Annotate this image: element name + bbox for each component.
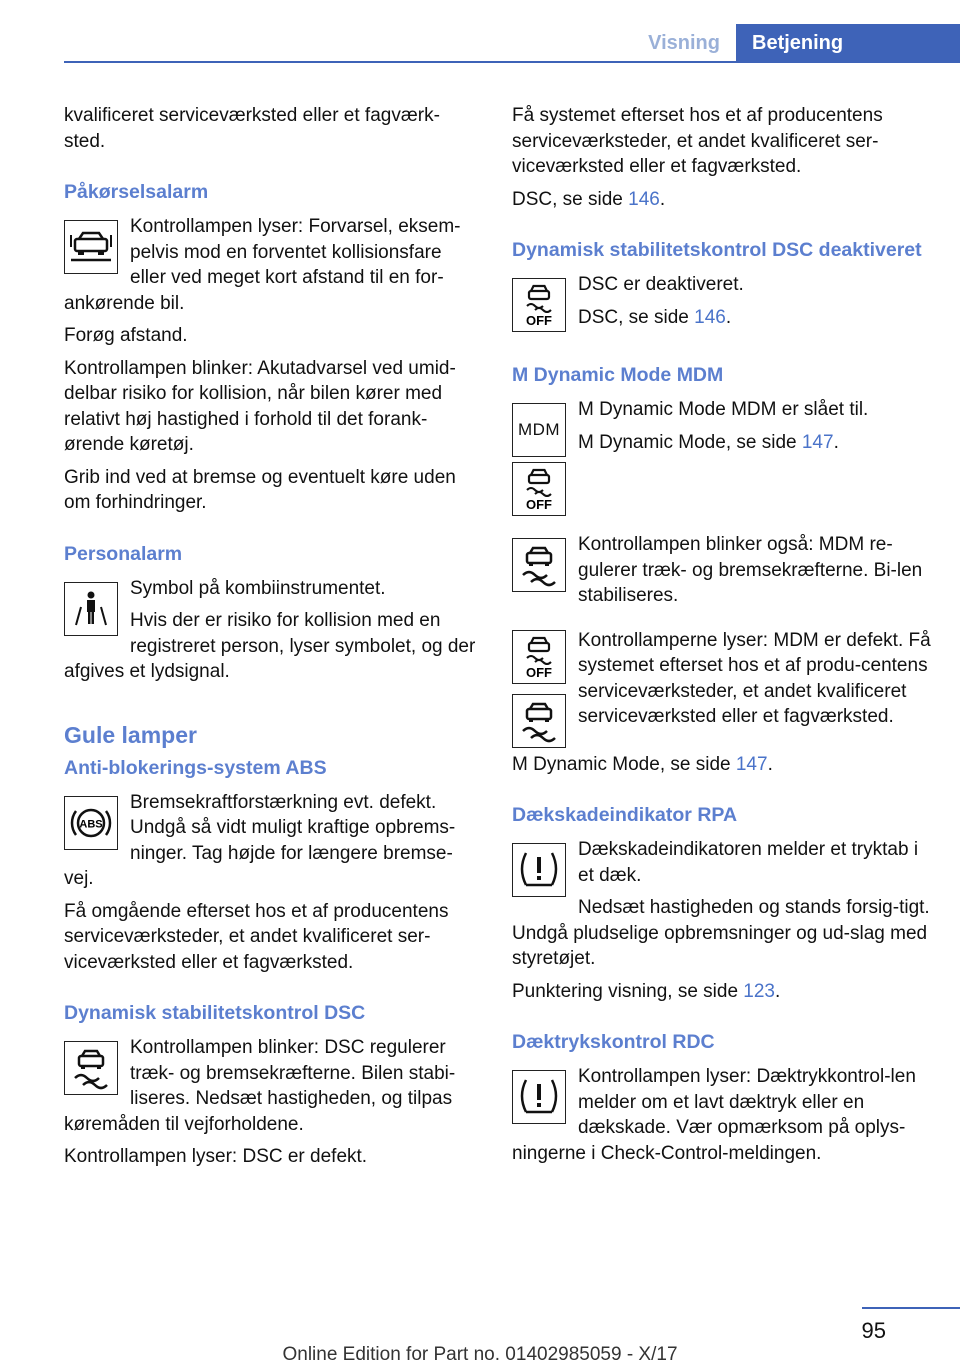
rpa-reference: Punktering visning, se side 123.	[512, 980, 781, 1002]
page-link-147b[interactable]: 147	[735, 753, 768, 775]
rdc-block	[512, 1064, 932, 1173]
tab-betjening[interactable]: Betjening	[736, 24, 960, 62]
mdm-defect-icons	[512, 628, 578, 750]
abs-block	[64, 790, 480, 899]
svg-text:ABS: ABS	[79, 818, 103, 830]
service-text: Få systemet efterset hos et af producentens serviceværksteder, et andet kvalificeret ser-viceværksted eller et fagværksted.	[512, 105, 883, 177]
abs-service-text: Få omgående efterset hos et af producentens serviceværksteder, et andet kvalificeret ser-viceværksted eller et fagværksted.	[64, 900, 449, 973]
page-number-rule	[862, 1307, 960, 1309]
dsc-off-block	[512, 272, 932, 337]
mdm-defect-text: Kontrollamperne lyser: MDM er defekt. Få systemet efterset hos et af produ-centens serviceværksteder, et andet kvalificeret serviceværksted eller et fagværksted.	[578, 629, 931, 727]
collision-action-text: Grib ind ved at bremse og eventuelt køre uden om forhindringer.	[64, 466, 456, 513]
footer-edition: Online Edition for Part no. 01402985059 - X/17	[282, 1344, 678, 1365]
page-link-146b[interactable]: 146	[694, 306, 726, 328]
tab-visning[interactable]: Visning	[632, 24, 736, 62]
section-title-rdc: Dæktrykskontrol RDC	[512, 1031, 715, 1053]
mdm-defect-block	[512, 628, 932, 750]
left-column	[64, 103, 480, 1177]
dsc-block	[64, 1035, 480, 1144]
section-title-dsc-off: Dynamisk stabilitetskontrol DSC deaktiveret	[512, 239, 922, 261]
mdm-on-text: M Dynamic Mode MDM er slået til.	[578, 399, 869, 420]
page-link-123[interactable]: 123	[743, 980, 775, 1002]
collision-warning-text: Kontrollampen lyser: Forvarsel, eksem-pelvis mod en forventet kollisionsfare eller ved meget kort afstand til en for-ankørende bil.	[64, 216, 461, 314]
section-title-dsc: Dynamisk stabilitetskontrol DSC	[64, 1002, 366, 1024]
svg-text:OFF: OFF	[526, 313, 552, 328]
mdm-block	[512, 397, 932, 462]
section-title-person-warning: Personalarm	[64, 542, 183, 565]
intro-text: kvalificeret serviceværksted eller et fagværk-sted.	[64, 105, 440, 152]
mdm-flash-text: Kontrollampen blinker også: MDM re-gulerer træk- og bremsekræfterne. Bi-len stabiliseres.	[578, 534, 923, 606]
page-link-147[interactable]: 147	[801, 431, 834, 453]
svg-text:OFF: OFF	[526, 664, 552, 680]
mdm-flash-block	[512, 532, 932, 616]
person-warning-text: Hvis der er risiko for kollision med en registreret person, lyser symbolet, og der afgives et lydsignal.	[64, 610, 476, 682]
mdm-dsc-off-block	[512, 462, 932, 518]
car-front-warning-icon	[64, 220, 118, 274]
mdm-icon: MDM	[512, 403, 566, 457]
right-column	[512, 103, 932, 1173]
person-warning-block	[64, 576, 480, 692]
dsc-icon-2	[512, 538, 566, 592]
section-title-collision-warning: Påkørselsalarm	[64, 181, 209, 203]
section-title-abs: Anti-blokerings-system ABS	[64, 756, 327, 779]
mdm-reference: M Dynamic Mode, se side 147.	[578, 431, 839, 453]
section-title-mdm: M Dynamic Mode MDM	[512, 364, 724, 386]
dsc-off-text: DSC er deaktiveret.	[578, 274, 744, 295]
collision-advice: Forøg afstand.	[64, 325, 188, 346]
dsc-icon	[64, 1041, 118, 1095]
tire-pressure-icon	[512, 1070, 566, 1124]
rdc-text: Kontrollampen lyser: Dæktrykkontrol-len melder om et lavt dæktryk eller en dækskade. Vær opmærksom på oplys-ningerne i Check-Control-meldingen.	[512, 1066, 916, 1164]
dsc-flash-text: Kontrollampen blinker: DSC regulerer træk- og bremsekræfterne. Bilen stabi-liseres. Nedsæt hastigheden, og tilpas køremåden til vejforholdene.	[64, 1037, 456, 1135]
dsc-off-icon	[512, 278, 566, 332]
abs-text: Bremsekraftforstærkning evt. defekt. Undgå så vidt muligt kraftige opbrems-ninger. Tag højde for længere bremse-vej.	[64, 791, 456, 889]
dsc-reference: DSC, se side 146.	[512, 188, 666, 210]
dsc-off-icon-2	[512, 462, 566, 516]
dsc-defect-text: Kontrollampen lyser: DSC er defekt.	[64, 1146, 368, 1167]
mdm-reference-2: M Dynamic Mode, se side 147.	[512, 753, 773, 775]
tire-warning-icon	[512, 843, 566, 897]
page-link-146[interactable]: 146	[628, 188, 660, 210]
abs-icon	[64, 796, 118, 850]
pedestrian-warning-icon	[64, 582, 118, 636]
rpa-block	[512, 837, 932, 979]
section-heading-yellow-lamps: Gule lamper	[64, 721, 197, 748]
rpa-text: Dækskadeindikatoren melder et tryktab i et dæk.	[578, 839, 919, 886]
person-symbol-text: Symbol på kombiinstrumentet.	[130, 577, 386, 599]
rpa-advice-text: Nedsæt hastigheden og stands forsig-tigt. Undgå pludselige opbremsninger og ud-slag med styretøjet.	[512, 897, 930, 969]
section-title-rpa: Dækskadeindikator RPA	[512, 804, 738, 826]
header-rule	[64, 61, 960, 63]
svg-text:OFF: OFF	[526, 497, 552, 512]
collision-warning-block	[64, 214, 480, 323]
dsc-icon-3	[512, 694, 566, 748]
dsc-off-icon-3	[512, 630, 566, 684]
header-tabs	[632, 24, 960, 62]
page-number: 95	[861, 1318, 886, 1343]
collision-flash-text: Kontrollampen blinker: Akutadvarsel ved umid-delbar risiko for kollision, når bilen kører med relativt høj hastighed i forhold til det forank-ørende køretøj.	[64, 357, 456, 455]
dsc-off-reference: DSC, se side 146.	[578, 306, 732, 328]
